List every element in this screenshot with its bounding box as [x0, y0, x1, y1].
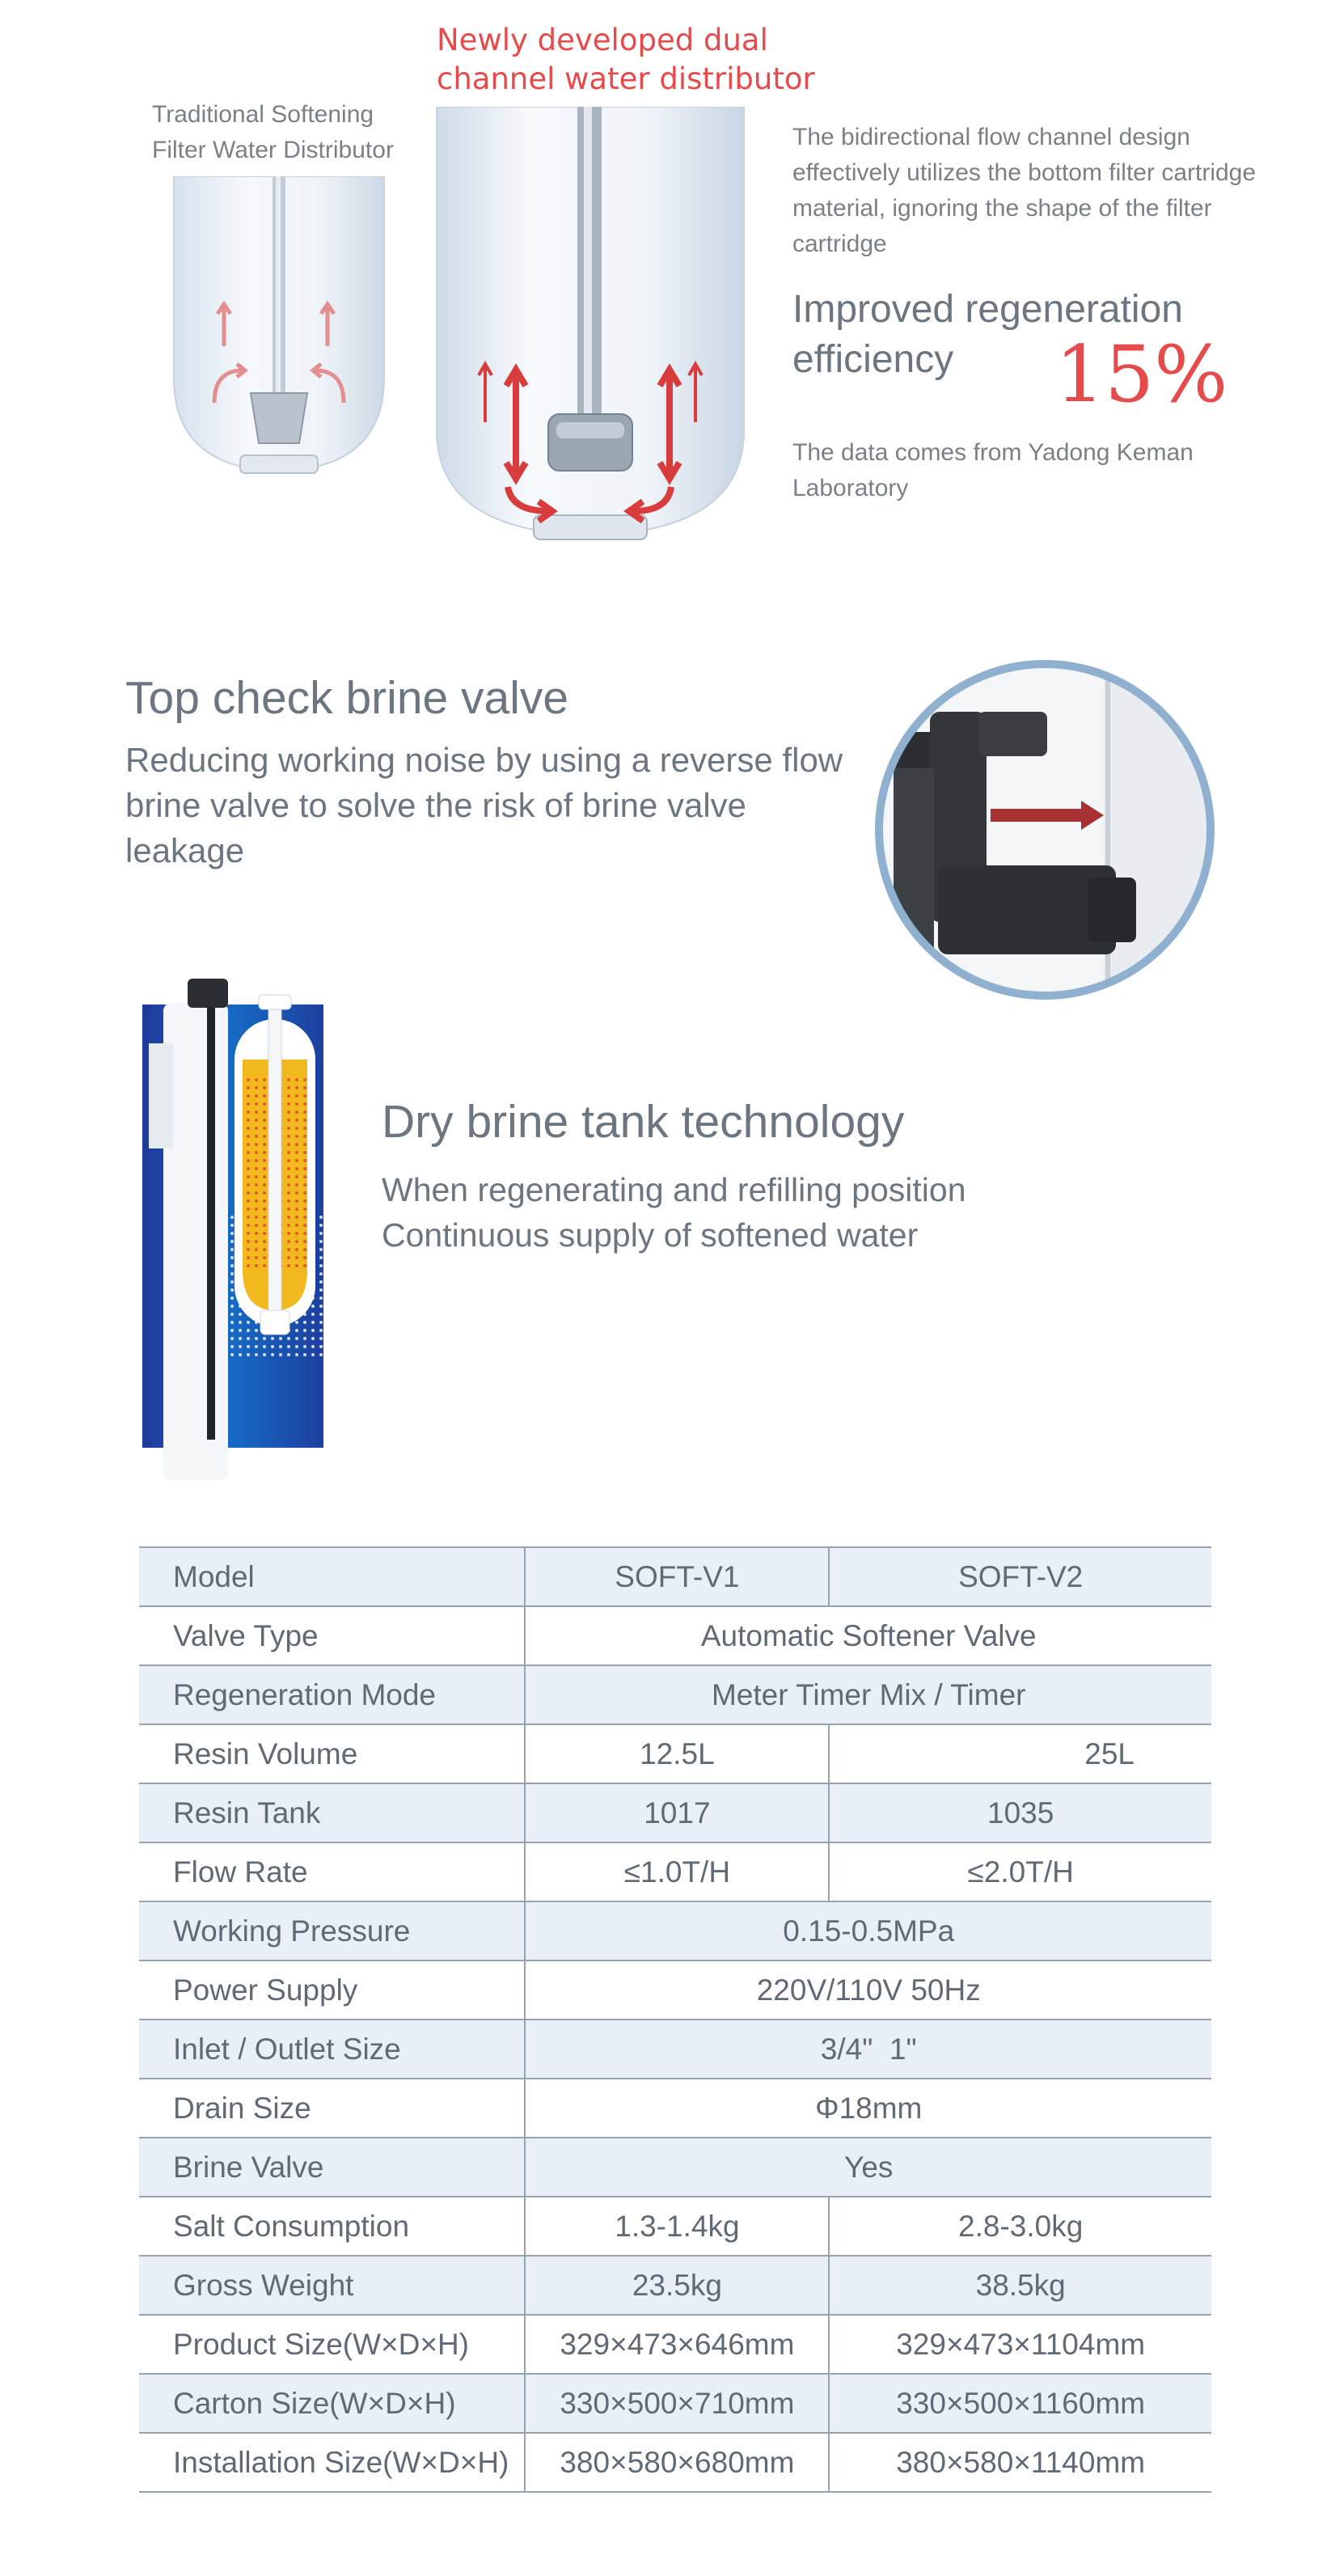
row-value-v1: 23.5kg — [525, 2256, 829, 2315]
row-label: Gross Weight — [139, 2256, 525, 2315]
row-value: 220V/110V 50Hz — [525, 1961, 1211, 2020]
dry-tank-line-1: When regenerating and refilling position — [382, 1171, 966, 1208]
table-row — [139, 1783, 1211, 1842]
row-label: Carton Size(W×D×H) — [139, 2374, 525, 2433]
row-value: Meter Timer Mix / Timer — [525, 1665, 1211, 1724]
row-value-v1: 1017 — [525, 1783, 829, 1842]
row-value: Φ18mm — [525, 2079, 1211, 2138]
row-label: Resin Volume — [139, 1724, 525, 1783]
row-label: Valve Type — [139, 1606, 525, 1665]
row-value: Automatic Softener Valve — [525, 1606, 1211, 1665]
row-value-v1: 12.5L — [525, 1724, 829, 1783]
header-label: Model — [139, 1547, 525, 1606]
row-value-v2: 329×473×1104mm — [829, 2315, 1211, 2374]
row-label: Installation Size(W×D×H) — [139, 2433, 525, 2492]
row-value: Yes — [525, 2138, 1211, 2197]
table-row — [139, 1961, 1211, 2020]
dry-brine-tank-illustration — [139, 971, 333, 1480]
distributor-description: The bidirectional flow channel design effectively utilizes the bottom filter cartridge material, ignoring the shape of the filter cartridge — [792, 124, 1257, 257]
row-value-v1: 380×580×680mm — [525, 2433, 829, 2492]
row-value: 3/4" 1" — [525, 2020, 1211, 2079]
row-label: Working Pressure — [139, 1901, 525, 1961]
brine-valve-description: Reducing working noise by using a reverse flow brine valve to solve the risk of brine valve leakage — [125, 741, 843, 869]
table-row — [139, 2433, 1211, 2492]
row-value-v2: 25L — [829, 1724, 1211, 1783]
table-row — [139, 2138, 1211, 2197]
row-label: Salt Consumption — [139, 2197, 525, 2256]
data-source-note: The data comes from Yadong Keman Laboratory — [792, 439, 1194, 501]
row-value-v2: 1035 — [829, 1783, 1211, 1842]
row-value: 0.15-0.5MPa — [525, 1901, 1211, 1961]
table-row — [139, 2256, 1211, 2315]
header-model-v2: SOFT-V2 — [829, 1547, 1211, 1606]
row-label: Inlet / Outlet Size — [139, 2020, 525, 2079]
row-value-v2: 38.5kg — [829, 2256, 1211, 2315]
table-row — [139, 1901, 1211, 1961]
brine-valve-illustration — [869, 655, 1220, 1005]
new-distributor-title: Newly developed dual channel water distributor — [437, 23, 815, 96]
row-label: Regeneration Mode — [139, 1665, 525, 1724]
row-label: Flow Rate — [139, 1842, 525, 1901]
row-label: Brine Valve — [139, 2138, 525, 2197]
row-label: Power Supply — [139, 1961, 525, 2020]
table-row — [139, 1842, 1211, 1901]
efficiency-percent: 15% — [1055, 329, 1228, 420]
header-model-v1: SOFT-V1 — [525, 1547, 829, 1606]
dry-tank-description — [382, 1167, 1109, 1258]
table-row — [139, 2197, 1211, 2256]
row-label: Resin Tank — [139, 1783, 525, 1842]
table-row — [139, 2079, 1211, 2138]
table-row — [139, 1724, 1211, 1783]
table-row — [139, 1606, 1211, 1665]
improved-efficiency-label: Improved regeneration efficiency — [792, 288, 1183, 381]
table-row — [139, 2315, 1211, 2374]
row-value-v1: 1.3-1.4kg — [525, 2197, 829, 2256]
table-row — [139, 2020, 1211, 2079]
row-value-v2: ≤2.0T/H — [829, 1842, 1211, 1901]
table-row — [139, 1665, 1211, 1724]
dry-tank-line-2: Continuous supply of softened water — [382, 1216, 919, 1254]
row-label: Drain Size — [139, 2079, 525, 2138]
row-value-v2: 330×500×1160mm — [829, 2374, 1211, 2433]
table-row-header — [139, 1547, 1211, 1606]
dual-channel-distributor-illustration — [435, 107, 746, 560]
row-value-v2: 380×580×1140mm — [829, 2433, 1211, 2492]
row-label: Product Size(W×D×H) — [139, 2315, 525, 2374]
row-value-v1: 329×473×646mm — [525, 2315, 829, 2374]
row-value-v2: 2.8-3.0kg — [829, 2197, 1211, 2256]
brine-valve-title: Top check brine valve — [125, 672, 569, 724]
dry-tank-title: Dry brine tank technology — [382, 1096, 905, 1148]
traditional-distributor-illustration — [166, 176, 392, 488]
traditional-distributor-label: Traditional Softening Filter Water Distributor — [152, 101, 394, 163]
table-row — [139, 2374, 1211, 2433]
spec-table — [139, 1546, 1211, 2493]
row-value-v1: ≤1.0T/H — [525, 1842, 829, 1901]
row-value-v1: 330×500×710mm — [525, 2374, 829, 2433]
